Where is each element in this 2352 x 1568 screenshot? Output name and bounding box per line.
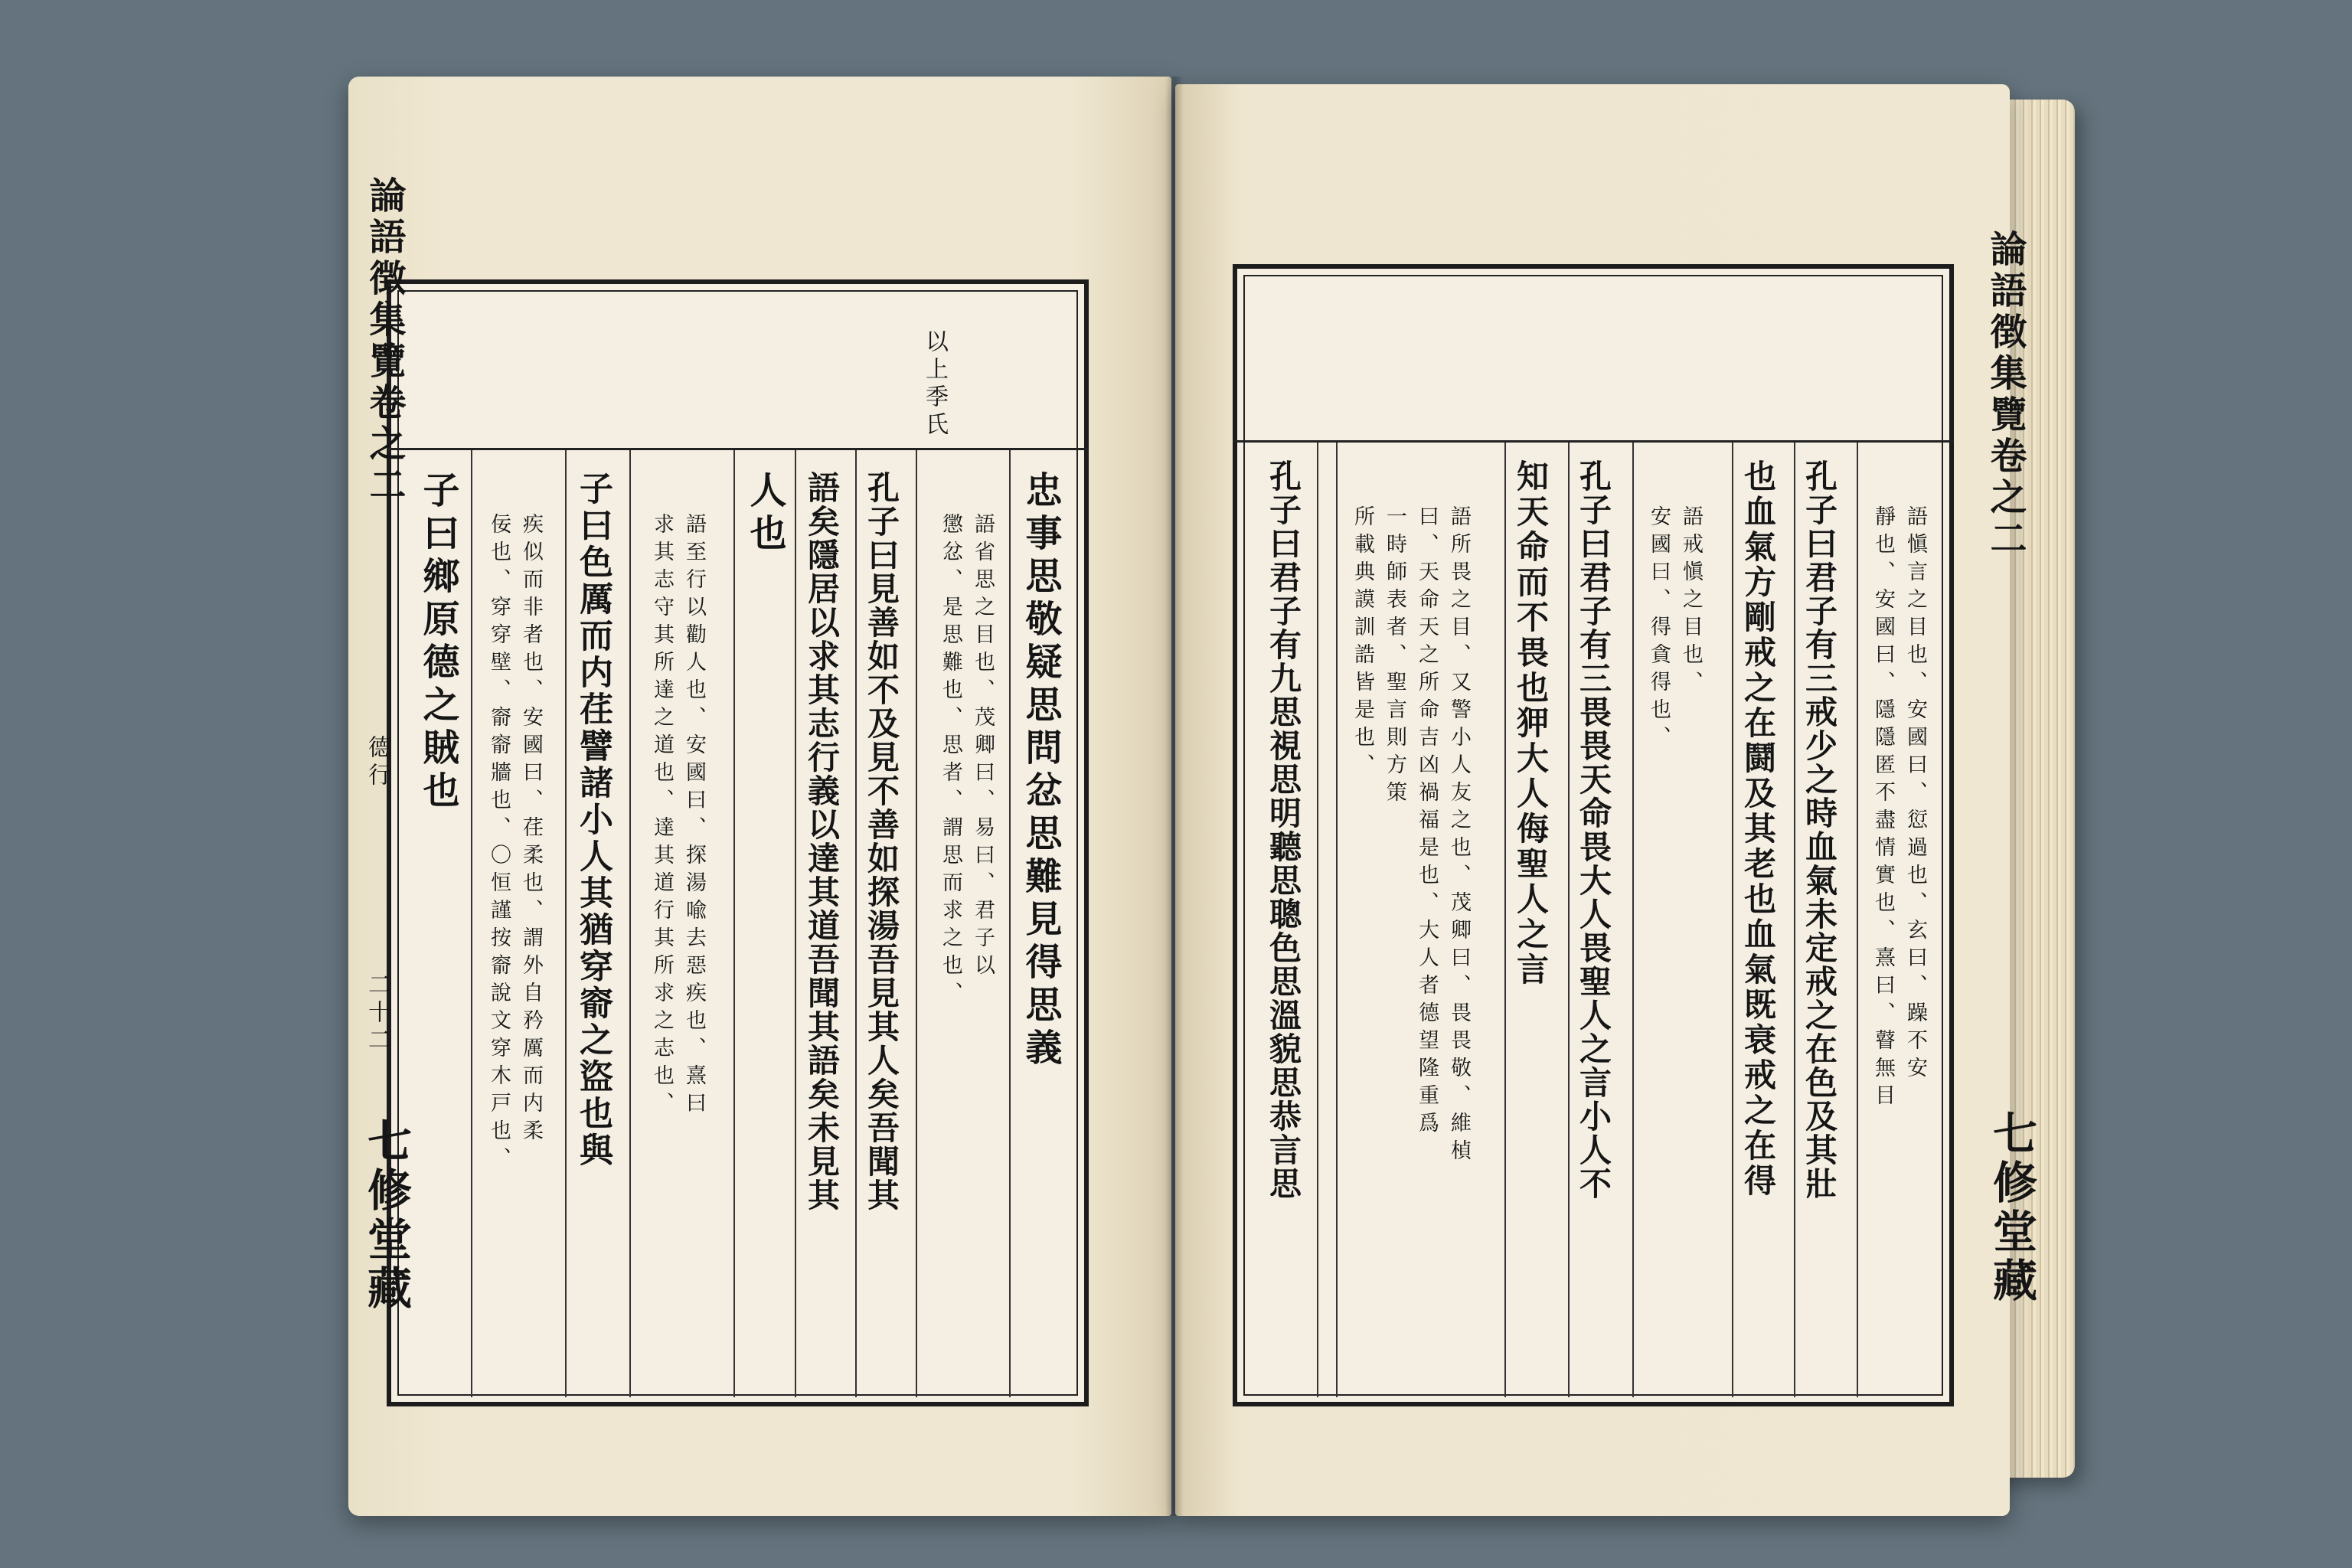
column-rule xyxy=(1794,443,1795,1397)
column-rule xyxy=(795,450,796,1397)
text-column: 子曰色厲而内荏譬諸小人其猶穿窬之盜也與 xyxy=(573,471,612,1169)
annotation-column: 疾似而非者也、安國曰、荏柔也、謂外自矜厲而内柔 xyxy=(519,513,543,1147)
left-header-rule xyxy=(387,448,1089,450)
column-rule xyxy=(1568,443,1570,1397)
column-rule xyxy=(1732,443,1733,1397)
annotation-column: 語愼言之目也、安國曰、愆過也、玄曰、躁不安 xyxy=(1903,505,1927,1084)
binding-gutter xyxy=(1165,77,1184,1516)
column-rule xyxy=(1632,443,1634,1397)
column-rule xyxy=(733,450,735,1397)
annotation-column: 佞也、穿穿壁、窬窬牆也、〇恒謹按窬說文穿木戸也、 xyxy=(487,513,511,1174)
annotation-column: 曰、天命天之所命吉凶禍福是也、大人者德望隆重爲 xyxy=(1415,505,1439,1139)
annotation-column: 語至行以勸人也、安國曰、探湯喩去惡疾也、熹曰 xyxy=(682,513,706,1119)
right-side-title: 論語徴集覽卷之二 xyxy=(1984,230,2027,560)
annotation-column: 語所畏之目、又警小人友之也、茂卿曰、畏畏敬、維楨 xyxy=(1447,505,1471,1167)
text-column: 孔子曰君子有九思視思明聽思聰色思溫貌思恭言思 xyxy=(1265,459,1302,1200)
column-rule xyxy=(1317,443,1318,1397)
text-column: 知天命而不畏也狎大人侮聖人之言 xyxy=(1512,459,1550,988)
left-side-chapter: 德行 xyxy=(364,735,390,790)
left-side-page-number: 二十二 xyxy=(364,972,390,1055)
text-column: 孔子曰君子有三畏畏天命畏大人畏聖人之言小人不 xyxy=(1575,459,1612,1200)
column-rule xyxy=(565,450,567,1397)
annotation-column: 懲忿、是思難也、思者、謂思而求之也、 xyxy=(939,513,962,1009)
column-rule xyxy=(1009,450,1011,1397)
text-column: 忠事思敬疑思問忿思難見得思義 xyxy=(1019,471,1062,1071)
column-rule xyxy=(916,450,917,1397)
annotation-column: 靜也、安國曰、隱隱匿不盡情實也、熹曰、瞽無目 xyxy=(1871,505,1895,1112)
column-rule xyxy=(1504,443,1506,1397)
column-rule xyxy=(471,450,472,1397)
annotation-column: 安國曰、得貪得也、 xyxy=(1647,505,1671,753)
column-rule xyxy=(1857,443,1858,1397)
column-rule xyxy=(629,450,631,1397)
annotation-column: 語省思之目也、茂卿曰、易曰、君子以 xyxy=(971,513,995,982)
text-column: 人也 xyxy=(743,471,786,557)
text-column: 孔子曰見善如不及見不善如探湯吾見其人矣吾聞其 xyxy=(863,471,900,1212)
annotation-column: 一時師表者、聖言則方策 xyxy=(1383,505,1406,808)
annotation-column: 語戒愼之目也、 xyxy=(1679,505,1703,698)
annotation-column: 求其志守其所達之道也、達其道行其所求之志也、 xyxy=(650,513,674,1119)
text-column: 語矣隱居以求其志行義以達其道吾聞其語矣未見其 xyxy=(803,471,841,1212)
column-rule xyxy=(1336,443,1338,1397)
section-note: 以上季氏 xyxy=(921,329,948,439)
left-side-title: 論語徴集覽卷之二 xyxy=(363,176,406,507)
text-column: 孔子曰君子有三戒少之時血氣未定戒之在色及其壯 xyxy=(1801,459,1838,1200)
right-side-publisher: 七修堂藏 xyxy=(1985,1110,2037,1306)
left-side-publisher: 七修堂藏 xyxy=(360,1118,412,1314)
text-column: 也血氣方剛戒之在鬪及其老也血氣既衰戒之在得 xyxy=(1740,459,1777,1199)
right-header-rule xyxy=(1233,440,1954,443)
text-column: 子曰鄉原德之賊也 xyxy=(416,471,459,814)
annotation-column: 所載典謨訓誥皆是也、 xyxy=(1351,505,1374,781)
column-rule xyxy=(855,450,857,1397)
